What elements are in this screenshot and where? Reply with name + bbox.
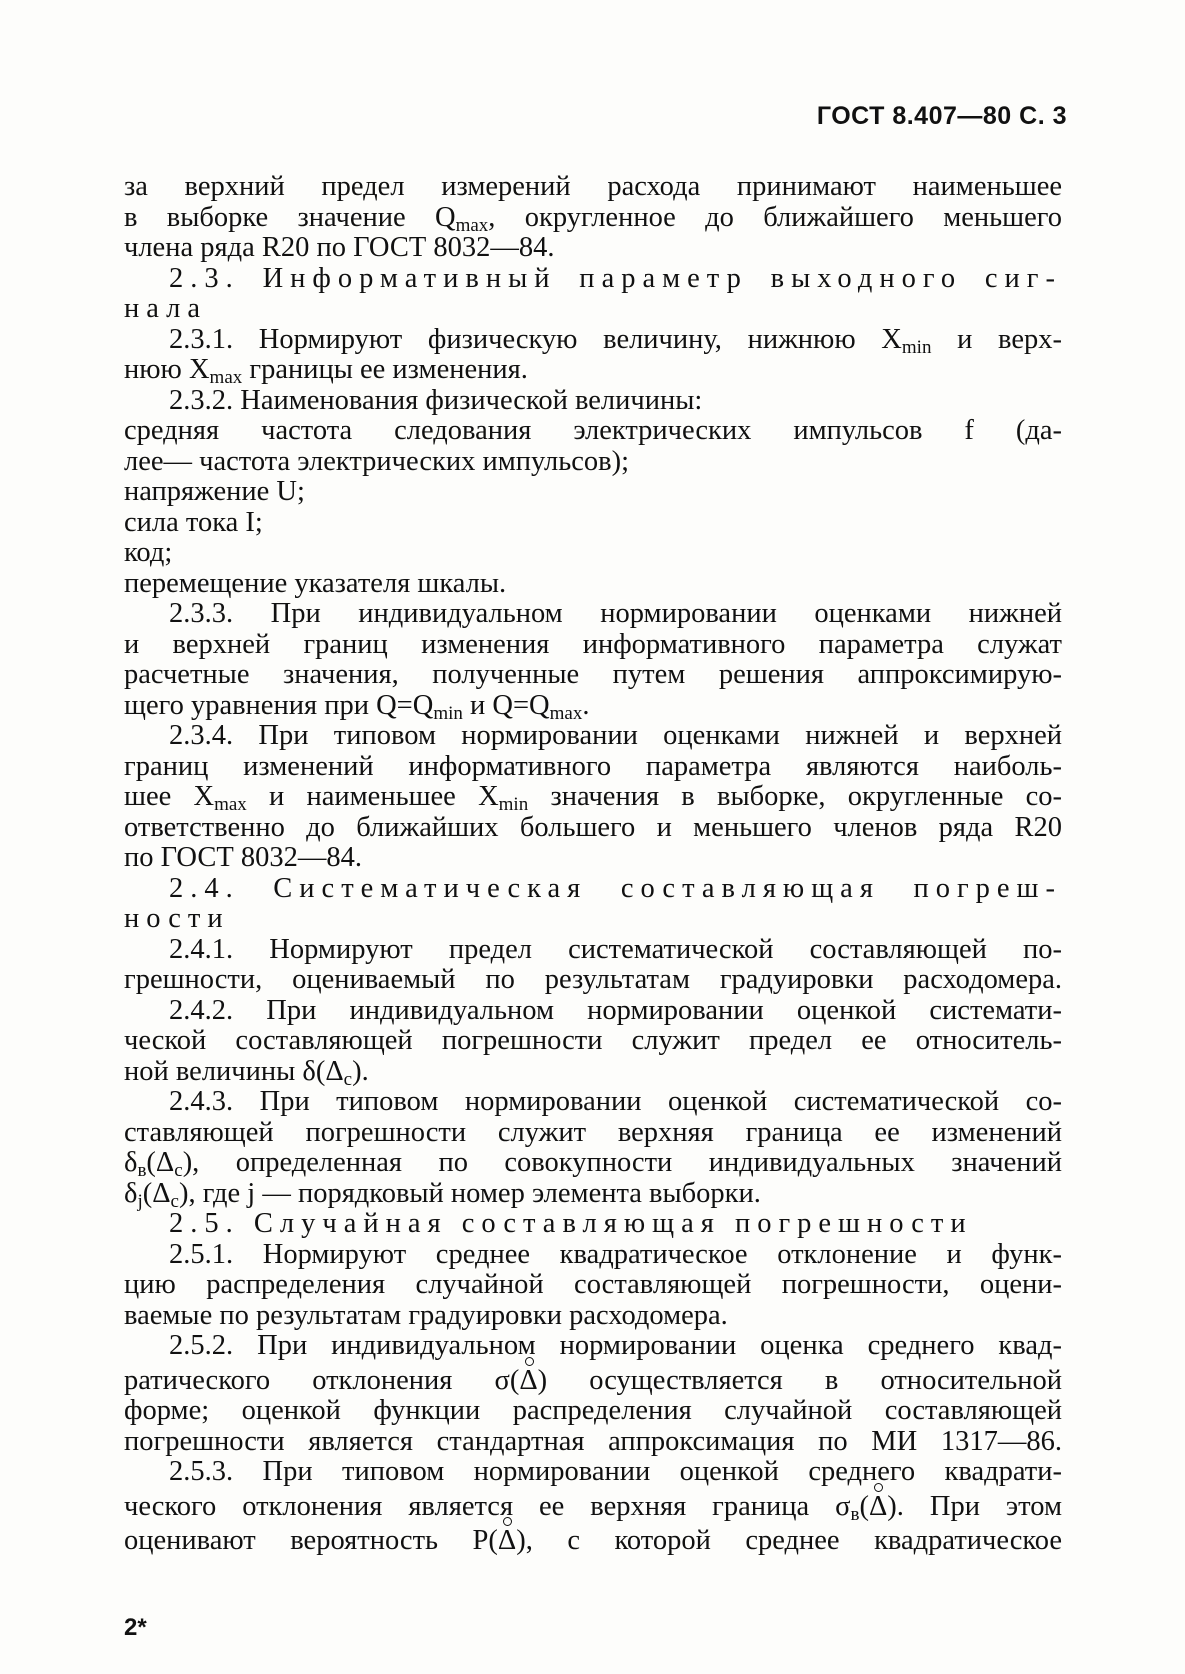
text-line: 2.4.2. При индивидуальном нормировании оценкой системати- (169, 994, 1062, 1026)
text-line: ной величины $\delta(\Delta_c)$. (124, 1055, 369, 1090)
text-line: форме; оценкой функции распределения случайной составляющей (124, 1395, 1062, 1426)
section-heading: 2.4. Систематическая составляющая погреш- (169, 872, 1062, 904)
text-line: $\delta_j(\Delta_c)$, где j — порядковый номер элемента выборки. (124, 1177, 761, 1212)
text-line: ответственно до ближайших большего и меньшего членов ряда R20 (124, 811, 1062, 843)
ring-accent-delta: Δ (868, 1490, 888, 1522)
text-line: сила тока I; (124, 506, 263, 538)
text-line: за верхний предел измерений расхода принимают наименьшее (124, 171, 1062, 202)
ring-accent-delta: Δ (497, 1525, 517, 1556)
text-line: оценивают вероятность P(Δ), с которой среднее квадратическое (124, 1525, 1063, 1556)
signature-mark: 2* (124, 1614, 147, 1641)
text-line: 2.5.3. При типовом нормировании оценкой среднего квадрати- (169, 1456, 1062, 1487)
text-line: по ГОСТ 8032—84. (124, 842, 362, 873)
text-line: 2.5.1. Нормируют среднее квадратическое отклонение и функ- (169, 1238, 1062, 1270)
text-line: средняя частота следования электрических импульсов f (да- (124, 415, 1062, 446)
text-line: напряжение U; (124, 476, 305, 507)
text-line: шее $X_{max}$ и наименьшее $X_{min}$ значения в выборке, округленные со- (124, 781, 1062, 815)
text-line: 2.5.2. При индивидуальном нормировании оценка среднего квад- (169, 1330, 1062, 1361)
text-line: ваемые по результатам градуировки расходомера. (124, 1299, 728, 1331)
text-line: погрешности является стандартная аппроксимация по МИ 1317—86. (124, 1425, 1062, 1457)
text-line: 2.4.1. Нормируют предел систематической составляющей по- (169, 933, 1062, 965)
text-line: нюю $X_{max}$ границы ее изменения. (124, 354, 528, 388)
text-line: ческого отклонения является ее верхняя граница $\sigma_в(\Delta)$. При этом (124, 1490, 1062, 1525)
text-line: ратического отклонения σ(Δ) осуществляется в относительной (124, 1364, 1063, 1396)
text-line: и верхней границ изменения информативного параметра служат (124, 628, 1062, 660)
text-line: члена ряда R20 по ГОСТ 8032—84. (124, 232, 555, 263)
section-heading: 2.3. Информативный параметр выходного сиг- (169, 262, 1062, 294)
section-heading: ности (124, 903, 230, 934)
text-line: 2.3.2. Наименования физической величины: (169, 384, 703, 416)
text-line: грешности, оцениваемый по результатам градуировки расходомера. (124, 964, 1062, 995)
text-line: 2.3.3. При индивидуальном нормировании оценками нижней (169, 598, 1062, 629)
text-line: границ изменений информативного параметра являются наиболь- (124, 750, 1062, 782)
text-line: $\delta_в(\Delta_c)$, определенная по совокупности индивидуальных значений (124, 1147, 1062, 1181)
text-line: 2.4.3. При типовом нормировании оценкой систематической со- (169, 1086, 1062, 1117)
text-line: цию распределения случайной составляющей погрешности, оцени- (124, 1269, 1062, 1300)
text-line: 2.3.1. Нормируют физическую величину, нижнюю $X_{min}$ и верх- (169, 323, 1062, 358)
text-line: в выборке значение $Q_{max}$, округленное до ближайшего меньшего (124, 201, 1063, 236)
page-header: ГОСТ 8.407—80 С. 3 (816, 102, 1067, 130)
text-line: код; (124, 537, 173, 568)
section-heading: нала (124, 293, 208, 324)
text-line: ставляющей погрешности служит верхняя граница ее изменений (124, 1116, 1062, 1148)
section-heading: 2.5. Случайная составляющая погрешности (169, 1208, 973, 1239)
page-body (124, 172, 1062, 1557)
text-line: ческой составляющей погрешности служит предел ее относитель- (124, 1025, 1062, 1056)
text-line: 2.3.4. При типовом нормировании оценками нижней и верхней (169, 720, 1062, 751)
text-line: лее— частота электрических импульсов); (124, 445, 630, 477)
text-line: щего уравнения при $Q=Q_{min}$ и $Q=Q_{max}$. (124, 689, 590, 724)
ring-accent-delta: Δ (519, 1364, 538, 1396)
text-line: расчетные значения, полученные путем решения аппроксимирую- (124, 659, 1062, 690)
text-line: перемещение указателя шкалы. (124, 567, 507, 599)
